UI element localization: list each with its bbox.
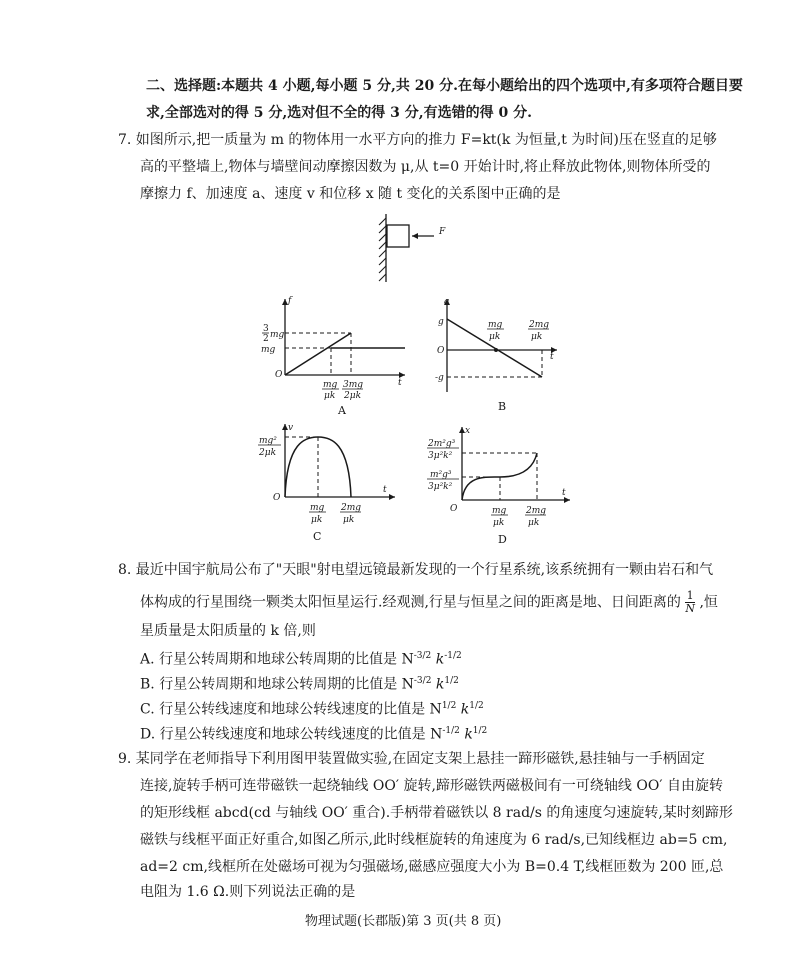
graph-a-origin: O [275,370,283,380]
graph-d [425,425,575,550]
q8-line2-text: 体构成的行星围绕一颗类太阳恒星运行.经观测,行星与恒星之间的距离是地、日间距离的 [140,594,681,611]
q9-line4: 磁铁与线框平面正好重合,如图乙所示,此时线框旋转的角速度为 6 rad/s,已知线框边 ab=5 cm, [140,832,728,848]
page-footer: 物理试题(长郡版)第 3 页(共 8 页) [305,914,502,929]
graph-b-caption: B [498,400,507,413]
svg-text:2: 2 [263,334,269,344]
graph-a-x-axis: t [398,378,402,388]
svg-text:g: g [438,317,444,327]
q8-option-d: D. 行星公转线速度和地球公转线速度的比值是 $N^{-1/2}$ $k^{1/2}$ [140,726,488,743]
svg-text:2mg: 2mg [341,503,362,513]
graph-a-y-axis: f [288,296,292,306]
section-heading: 二、选择题:本题共 4 小题,每小题 5 分,共 20 分.在每小题给出的四个选项中,有多项符合题目要 [146,78,743,94]
svg-text:μk: μk [489,332,501,342]
graph-b [432,297,572,417]
q9-line6: 电阻为 1.6 Ω.则下列说法正确的是 [140,884,356,900]
svg-text:mg: mg [261,345,276,355]
svg-text:3: 3 [263,324,269,334]
svg-text:3μ²k²: 3μ²k² [428,451,453,461]
q7-line3: 摩擦力 f、加速度 a、速度 v 和位移 x 随 t 变化的关系图中正确的是 [140,186,561,202]
graph-d-y-axis: x [465,426,471,436]
svg-text:3mg: 3mg [343,380,364,390]
svg-text:2m²g³: 2m²g³ [428,439,456,449]
graph-c [255,422,405,547]
svg-text:m²g³: m²g³ [430,470,452,480]
graph-b-origin: O [437,346,445,356]
q8-line2 [140,590,718,615]
graph-c-x-axis: t [383,485,387,495]
q8-line3: 星质量是太阳质量的 k 倍,则 [140,623,316,639]
graph-d-caption: D [498,533,507,546]
svg-text:μk: μk [324,391,336,401]
graph-d-x-axis: t [562,488,566,498]
svg-text:mg²: mg² [259,436,277,446]
wall-block-figure [376,212,466,284]
q8-option-b: B. 行星公转周期和地球公转周期的比值是 $N^{-3/2}$ $k^{1/2}$ [140,676,459,693]
graph-a-caption: A [338,404,346,417]
q7-line1: 7. 如图所示,把一质量为 m 的物体用一水平方向的推力 F=kt(k 为恒量,t 为时间)压在竖直的足够 [118,132,717,148]
graph-a [255,297,415,417]
svg-text:μk: μk [343,515,355,525]
section-heading-cont: 求,全部选对的得 5 分,选对但不全的得 3 分,有选错的得 0 分. [146,105,532,121]
svg-text:2μk: 2μk [344,391,362,401]
svg-text:3μ²k²: 3μ²k² [428,482,453,492]
svg-text:mg: mg [323,380,338,390]
q9-line3: 的矩形线框 abcd(cd 与轴线 OO′ 重合).手柄带着磁铁以 8 rad/s 的角速度匀速旋转,某时刻蹄形 [140,805,733,821]
graph-b-x-axis: t [550,352,554,362]
svg-text:μk: μk [311,515,323,525]
q9-line2: 连接,旋转手柄可连带磁铁一起绕轴线 OO′ 旋转,蹄形磁铁两磁极间有一可绕轴线 OO′ 自由旋转 [140,778,723,794]
q8-fraction: $\frac{1}{N}$ [685,589,695,615]
q8-option-c: C. 行星公转线速度和地球公转线速度的比值是 $N^{1/2}$ $k^{1/2}$ [140,701,484,718]
svg-text:mg: mg [310,503,325,513]
svg-text:mg: mg [270,330,285,340]
svg-text:2mg: 2mg [526,506,547,516]
q8-line2-end: ,恒 [699,594,718,611]
graph-c-y-axis: v [288,423,294,433]
svg-text:mg: mg [492,506,507,516]
graph-c-caption: C [313,530,322,543]
svg-text:μk: μk [528,518,540,528]
graph-b-y-axis: a [444,297,450,307]
q8-option-a: A. 行星公转周期和地球公转周期的比值是 $N^{-3/2}$ $k^{-1/2}$ [140,651,462,668]
svg-text:mg: mg [488,320,503,330]
svg-text:2mg: 2mg [529,320,550,330]
q9-line1: 9. 某同学在老师指导下利用图甲装置做实验,在固定支架上悬挂一蹄形磁铁,悬挂轴与一手柄固定 [118,751,705,767]
force-label: F [439,227,446,237]
q8-line1: 8. 最近中国宇航局公布了"天眼"射电望远镜最新发现的一个行星系统,该系统拥有一颗由岩石和气 [118,562,714,578]
svg-text:2μk: 2μk [259,448,277,458]
q9-line5: ad=2 cm,线框所在处磁场可视为匀强磁场,磁感应强度大小为 B=0.4 T,线框匝数为 200 匝,总 [140,859,724,875]
graph-d-origin: O [450,504,458,514]
svg-text:μk: μk [493,518,505,528]
svg-text:μk: μk [531,332,543,342]
graph-c-origin: O [273,493,281,503]
q7-line2: 高的平整墙上,物体与墙壁间动摩擦因数为 μ,从 t=0 开始计时,将止释放此物体,则物体所受的 [140,159,711,175]
svg-text:-g: -g [435,373,444,383]
